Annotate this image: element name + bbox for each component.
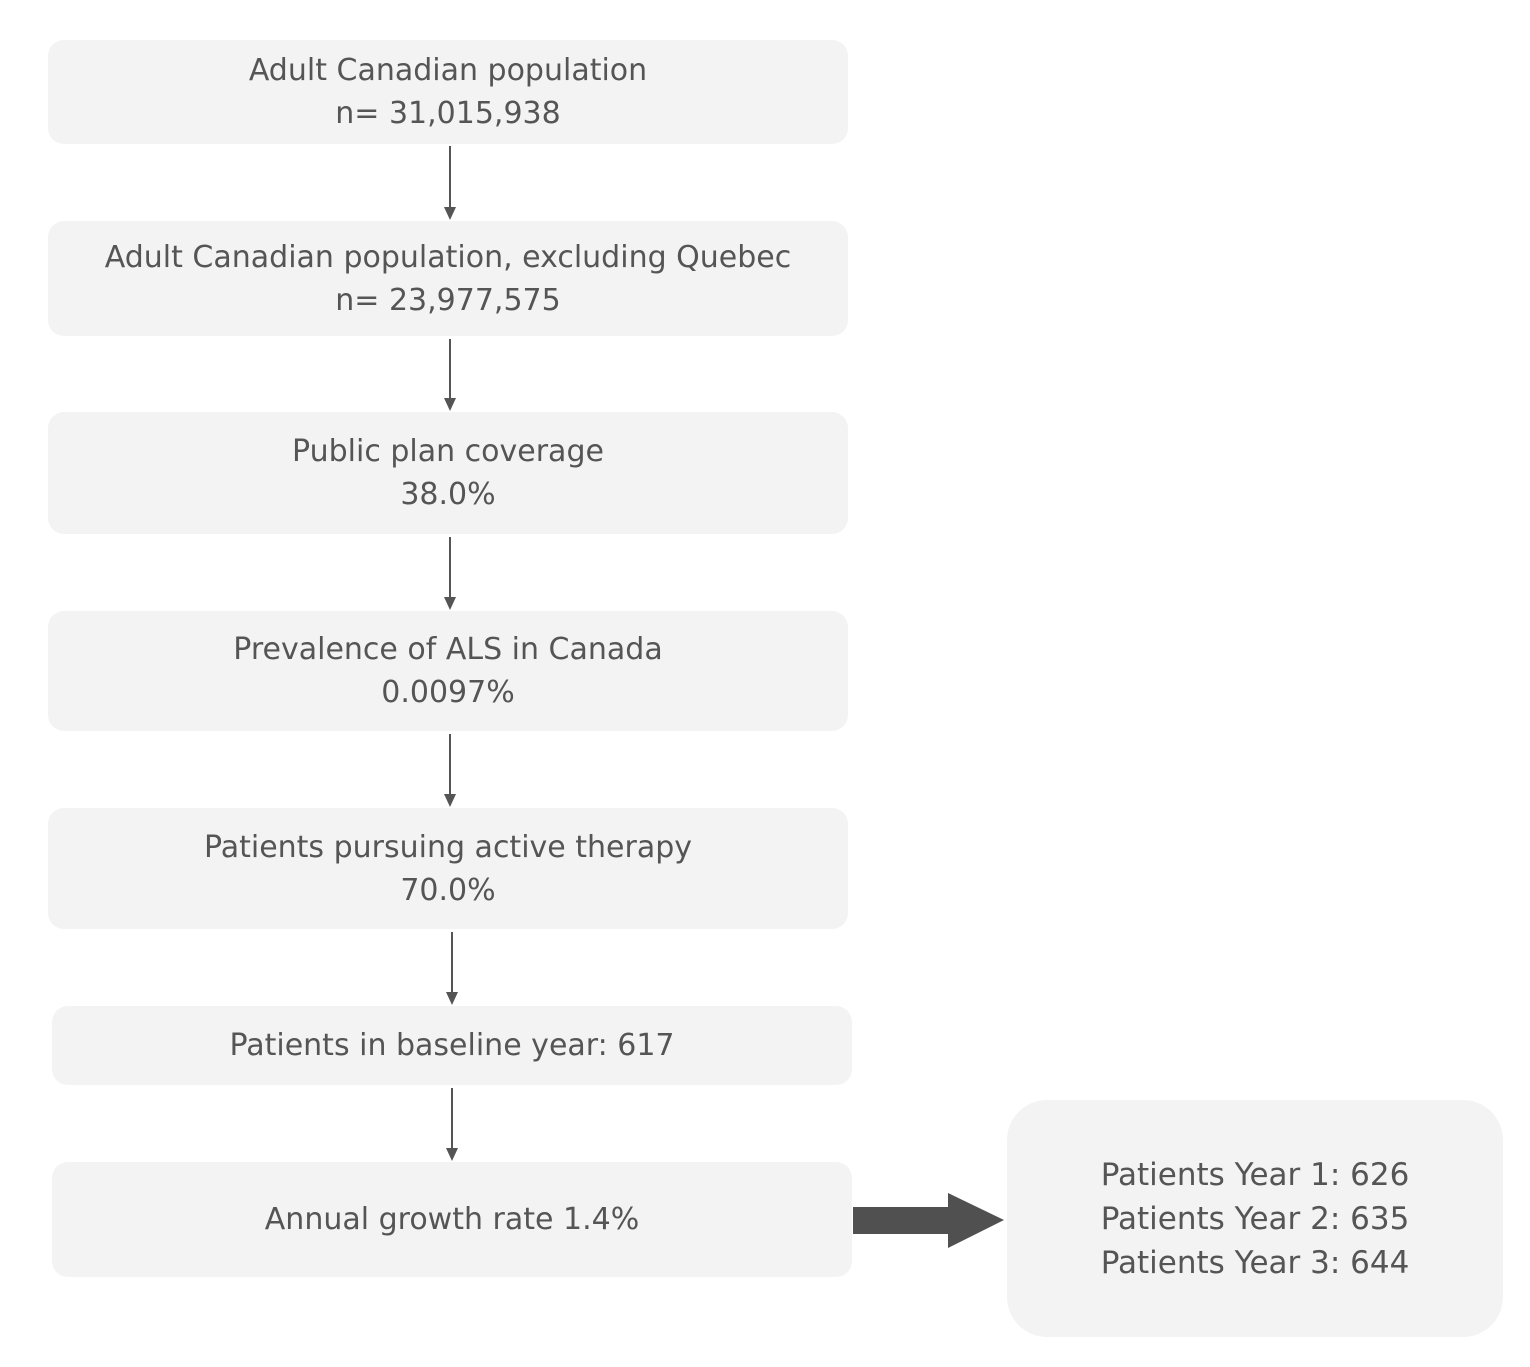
step-public-plan-coverage	[48, 412, 848, 534]
step-annual-growth-rate	[52, 1162, 852, 1277]
step-value: 70.0%	[400, 872, 496, 908]
connector-5-6	[446, 932, 458, 1005]
connector-2-3	[444, 339, 456, 411]
connector-1-2	[444, 146, 456, 220]
step-label: Annual growth rate 1.4%	[264, 1202, 640, 1237]
step-value: n= 23,977,575	[335, 282, 561, 318]
step-label: Patients in baseline year: 617	[229, 1028, 675, 1063]
step-label: Prevalence of ALS in Canada	[233, 632, 663, 667]
step-value: 38.0%	[400, 477, 496, 512]
projection-year-2: Patients Year 2: 635	[1100, 1200, 1410, 1237]
block-arrow-right-icon	[853, 1193, 1004, 1248]
step-active-therapy	[48, 808, 848, 929]
step-baseline-year-patients	[52, 1006, 852, 1085]
step-value: n= 31,015,938	[335, 96, 561, 131]
projection-year-3: Patients Year 3: 644	[1100, 1244, 1410, 1281]
step-excluding-quebec	[48, 221, 848, 336]
step-label: Adult Canadian population, excluding Quebec	[104, 239, 792, 275]
step-value: 0.0097%	[381, 675, 515, 710]
step-label: Patients pursuing active therapy	[203, 829, 693, 865]
step-als-prevalence	[48, 611, 848, 731]
step-label: Adult Canadian population	[248, 53, 648, 88]
projection-year-1: Patients Year 1: 626	[1100, 1156, 1410, 1193]
step-label: Public plan coverage	[292, 434, 604, 469]
step-adult-canadian-population	[48, 40, 848, 144]
connector-4-5	[444, 734, 456, 807]
connector-3-4	[444, 537, 456, 610]
projection-box	[1007, 1100, 1503, 1337]
connector-6-7	[446, 1088, 458, 1161]
